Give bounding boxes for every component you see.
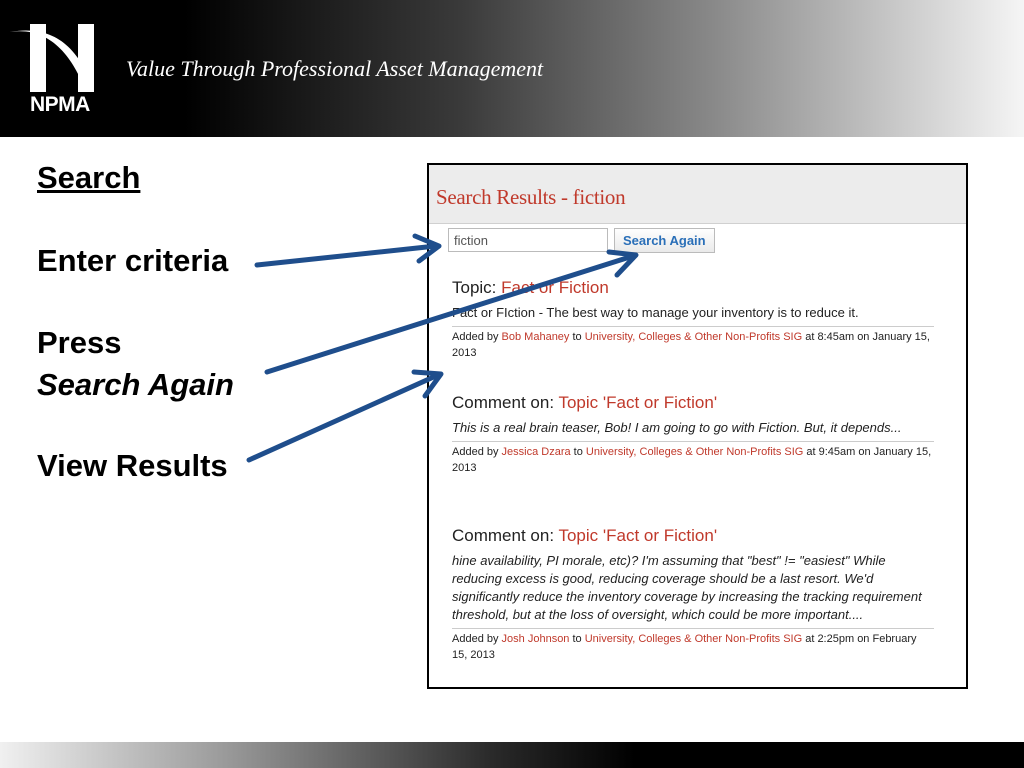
added-by-label: Added by (452, 331, 502, 343)
result-heading (452, 393, 934, 413)
group-link[interactable]: University, Colleges & Other Non-Profits SIG (584, 331, 803, 343)
result-link[interactable]: Topic 'Fact or Fiction' (558, 526, 718, 545)
author-link[interactable]: Jessica Dzara (501, 446, 571, 458)
posted-time: at 2:25pm on February 15, 2013 (452, 633, 917, 661)
slide-footer (0, 742, 1024, 768)
result-meta (452, 628, 934, 663)
result-meta (452, 326, 934, 361)
search-input[interactable] (448, 228, 608, 252)
arrow-to-results (249, 372, 441, 460)
author-link[interactable]: Josh Johnson (501, 633, 570, 645)
group-link[interactable]: University, Colleges & Other Non-Profits SIG (585, 446, 804, 458)
result-body: This is a real brain teaser, Bob! I am going to go with Fiction. But, it depends... (452, 420, 902, 435)
group-link[interactable]: University, Colleges & Other Non-Profits SIG (584, 633, 803, 645)
step-press: Press (37, 325, 122, 360)
step-enter-criteria: Enter criteria (37, 243, 229, 278)
arrow-to-search-input (257, 236, 439, 265)
step-view-results: View Results (37, 448, 228, 483)
tagline: Value Through Professional Asset Management (126, 56, 544, 81)
result-item (452, 526, 934, 663)
result-link[interactable]: Topic 'Fact or Fiction' (558, 393, 718, 412)
posted-time: at 9:45am on January 15, 2013 (452, 446, 932, 474)
logo-text: NPMA (30, 93, 90, 116)
to-label: to (570, 446, 586, 458)
result-link[interactable]: Fact or Fiction (501, 278, 609, 297)
added-by-label: Added by (452, 446, 502, 458)
to-label: to (569, 331, 585, 343)
results-title: Search Results - fiction (436, 185, 626, 209)
slide-header (0, 0, 1024, 137)
search-results-screenshot (427, 163, 968, 689)
result-item (452, 278, 934, 361)
result-heading (452, 278, 934, 298)
search-again-button[interactable]: Search Again (614, 228, 715, 253)
result-prefix: Comment on: (452, 393, 559, 412)
result-prefix: Topic: (452, 278, 502, 297)
author-link[interactable]: Bob Mahaney (501, 331, 570, 343)
result-meta (452, 441, 934, 476)
section-title: Search (37, 160, 141, 195)
results-header (429, 165, 966, 224)
result-item (452, 393, 934, 476)
result-prefix: Comment on: (452, 526, 559, 545)
posted-time: at 8:45am on January 15, 2013 (452, 331, 930, 359)
added-by-label: Added by (452, 633, 502, 645)
to-label: to (569, 633, 585, 645)
result-body: Fact or FIction - The best way to manage your inventory is to reduce it. (452, 305, 859, 320)
step-search-again: Search Again (37, 367, 234, 402)
result-heading (452, 526, 934, 546)
result-body: hine availability, PI morale, etc)? I'm assuming that "best" != "easiest" While reducing excess is good, reducing coverage should be a last resort. We'd significantly reduce the inventory coverage by increasing the tracking requirement threshold, but at the loss of oversight, which could be more important.... (452, 553, 922, 622)
